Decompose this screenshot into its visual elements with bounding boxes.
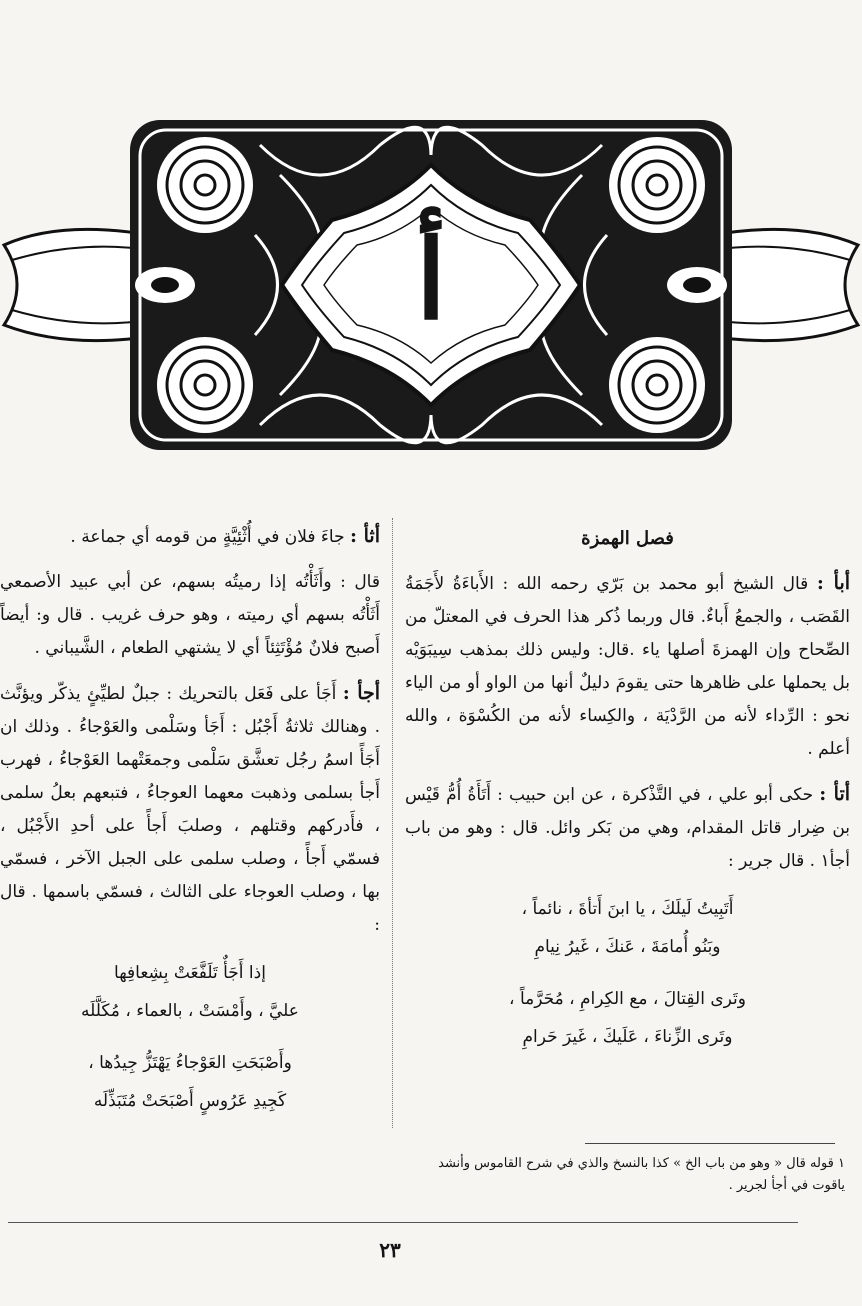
- footnote: ١ قوله قال « وهو من باب الخ » كذا بالنسخ والذي في شرح القاموس وأنشد ياقوت في أجأ لجرير .: [438, 1156, 845, 1193]
- entry-head: أثأ :: [350, 525, 380, 547]
- verse-line: إذا أَجَأٌ تَلَفَّعَتْ بِشِعافِها: [114, 963, 266, 983]
- section-title: فصل الهمزة: [581, 528, 674, 549]
- bottom-rule: [8, 1222, 798, 1223]
- entry-text: قال : وأَثَأْتُه إذا رميتُه بسهم، عن أبي عبيد الأصمعي أَثَأْتُه بسهم أي رميته ، وهو حرف غريب . قال و: أيضاً أَصبح فلانٌ مُؤْتَثِئاً أي لا يشتهي الطعام ، الشَّيباني .: [0, 572, 380, 658]
- entry-aja: [0, 677, 380, 942]
- left-column: [0, 520, 380, 1210]
- ornament-letter: أ: [415, 215, 447, 344]
- entry-atha: [0, 520, 380, 554]
- right-column: [405, 520, 850, 1210]
- verse-line: وتَرى القِتالَ ، مع الكِرامِ ، مُحَرَّماً ،: [509, 989, 746, 1009]
- verse-block: [405, 980, 850, 1056]
- entry-aba: [405, 567, 850, 766]
- verse-block: [0, 954, 380, 1030]
- footnote-rule: [585, 1143, 835, 1144]
- verse-line: وبَنُو أُمامَةَ ، عَنكَ ، غَيرُ نِيامِ: [534, 937, 721, 957]
- column-divider: [392, 518, 393, 1128]
- entry-head: أتأ :: [819, 783, 850, 805]
- verse-block: [405, 890, 850, 966]
- verse-line: وأَصْبَحَتِ العَوْجاءُ يَهْتَزُّ جِيدُها ،: [88, 1053, 292, 1073]
- verse-line: عليَّ ، وأَمْسَتْ ، بالعماء ، مُكَلَّلَه: [81, 1001, 299, 1021]
- verse-line: كَجِيدِ عَرُوسٍ أَصْبَحَتْ مُتَبَذِّلَه: [93, 1091, 287, 1111]
- entry-text: أَجَأ على فَعَل بالتحريك : جبلٌ لطيِّئٍ يذكّر ويؤنَّث . وهنالك ثلاثةُ أَجْبُل : أَجَأ وسَلْمى والعَوْجاءُ . وذلك ان أَجَأً اسمُ رجُل تعشَّق سَلْمى وجمعَتْهما العَوْجاءُ ، فهرب أَجأ بسلمى وذهبت معهما العوجاءُ ، فتبعهم بعلُ سلمى ، فأَدركهم وقتلهم ، وصلبَ أَجأً على أحدِ الأَجْبُل ، فسمّي أَجأً ، وصلب سلمى على الجبل الآخر ، فسمّي بها ، وصلب العوجاء على الثالث ، فسمّي باسمها . قال :: [0, 684, 380, 935]
- entry-text: قال الشيخ أبو محمد بن بَرّي رحمه الله : الأَباءَةُ لأَجَمَةُ القَصَب ، والجمعُ أَباءٌ. قال وربما ذُكر هذا الحرف في المعتلّ من الصِّحاح وإن الهمزةَ أصلها ياء .قال: وليس ذلك بمذهب سِيبَوَيْه بل يحملها على ظاهرها حتى يقومَ دليلٌ أنها من الواو أو من الياء نحو : الرِّداء لأنه من الرَّدْيَة ، والكِساء لأنه من الكُسْوَة ، والله أعلم .: [405, 574, 850, 759]
- entry-atha-continued: [0, 566, 380, 665]
- entry-head: أجأ :: [342, 682, 380, 704]
- entry-head: أبأ :: [816, 572, 850, 594]
- entry-ata: [405, 778, 850, 878]
- entry-text: جاءَ فلان في أُثْئِيَّةٍ من قومه أي جماعة .: [70, 527, 345, 547]
- verse-line: وتَرى الزِّناءَ ، عَلَيكَ ، غَيرَ حَرامِ: [522, 1027, 733, 1047]
- entry-text: حكى أبو علي ، في التَّذْكرة ، عن ابن حبيب : أَتَأَةُ أُمُّ قَيْس بن ضِرار قاتل المقدام، وهي من بَكر وائل. قال : وهو من باب أجأ١ . قال جرير :: [405, 785, 850, 871]
- verse-line: أَتَبِيتُ لَيلَكَ ، يا ابنَ أَتأةَ ، نائماً ،: [521, 899, 734, 919]
- verse-block: [0, 1044, 380, 1120]
- page-number: ٢٣: [379, 1238, 401, 1262]
- ornament-header: [0, 85, 862, 485]
